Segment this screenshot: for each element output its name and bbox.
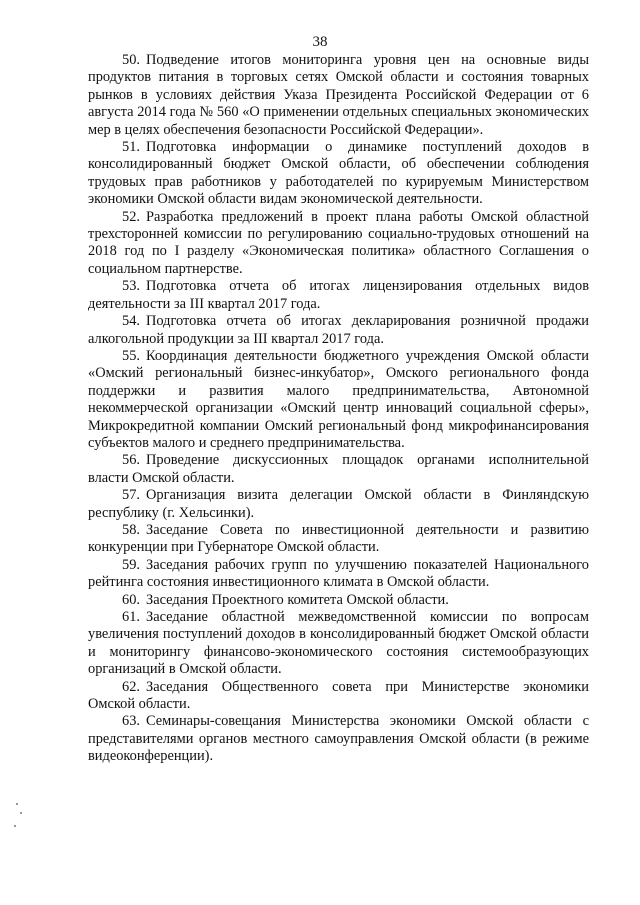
item-text: Заседания Проектного комитета Омской области. xyxy=(146,591,449,608)
scan-speck xyxy=(16,803,18,805)
item-number: 60. xyxy=(122,591,140,608)
list-item-50 xyxy=(88,52,589,139)
item-number: 56. xyxy=(122,452,140,469)
list-item-60 xyxy=(88,592,589,609)
item-number: 53. xyxy=(122,278,140,295)
list-item-54 xyxy=(88,313,589,348)
list-item-55 xyxy=(88,348,589,452)
item-text: Проведение дискуссионных площадок органами исполнительной власти Омской области. xyxy=(88,452,589,486)
item-number: 58. xyxy=(122,521,140,538)
list-item-53 xyxy=(88,278,589,313)
item-number: 52. xyxy=(122,208,140,225)
item-text: Разработка предложений в проект плана работы Омской областной трехсторонней комиссии по регулированию социально-трудовых отношений на 2018 год по I разделу «Экономическая политика» областного Соглашения о социальном партнерстве. xyxy=(88,208,589,277)
item-number: 50. xyxy=(122,52,140,68)
list-item-56 xyxy=(88,452,589,487)
item-number: 61. xyxy=(122,609,140,625)
item-text: Координация деятельности бюджетного учреждения Омской области «Омский региональный бизнес-инкубатор», Омского регионального фонда поддержки и развития малого предпринимательства, Автономной некоммерческой организации «Омский центр инноваций социальной сферы», Микрокредитной компании Омский региональный фонд микрофинансирования субъектов малого и среднего предпринимательства. xyxy=(88,347,589,451)
item-number: 62. xyxy=(122,678,140,695)
item-text: Заседание Совета по инвестиционной деятельности и развитию конкуренции при Губернаторе Омской области. xyxy=(88,521,589,556)
item-number: 57. xyxy=(122,487,140,504)
scan-speck xyxy=(20,812,22,814)
item-number: 51. xyxy=(122,139,140,156)
list-item-59 xyxy=(88,557,589,592)
list-item-52 xyxy=(88,209,589,279)
item-text: Заседания рабочих групп по улучшению показателей Национального рейтинга состояния инвестиционного климата в Омской области. xyxy=(88,556,589,591)
item-number: 63. xyxy=(122,713,140,730)
list-item-58 xyxy=(88,522,589,557)
list-item-57 xyxy=(88,487,589,522)
item-text: Подведение итогов мониторинга уровня цен на основные виды продуктов питания в торговых сетях Омской области и состояния товарных рынков в условиях действия Указа Президента Российской Федерации от 6 августа 2014 года № 560 «О применении отдельных специальных экономических мер в целях обеспечения безопасности Российской Федерации». xyxy=(88,52,589,138)
item-text: Подготовка информации о динамике поступлений доходов в консолидированный бюджет Омской области, об обеспечении соблюдения трудовых прав работников у работодателей по курируемым Министерством экономики Омской области видам экономической деятельности. xyxy=(88,139,589,208)
item-number: 54. xyxy=(122,313,140,330)
list-item-62 xyxy=(88,679,589,714)
document-body xyxy=(88,52,589,766)
page-number: 38 xyxy=(312,34,328,50)
item-text: Организация визита делегации Омской области в Финляндскую республику (г. Хельсинки). xyxy=(88,487,589,521)
item-text: Семинары-совещания Министерства экономики Омской области с представителями органов местного самоуправления Омской области (в режиме видеоконференции). xyxy=(88,713,589,765)
item-text: Подготовка отчета об итогах лицензирования отдельных видов деятельности за III квартал 2017 года. xyxy=(88,278,589,312)
list-item-61 xyxy=(88,609,589,679)
item-text: Подготовка отчета об итогах декларирования розничной продажи алкогольной продукции за III квартал 2017 года. xyxy=(88,313,589,347)
item-number: 59. xyxy=(122,556,140,573)
item-number: 55. xyxy=(122,347,140,364)
item-text: Заседания Общественного совета при Министерстве экономики Омской области. xyxy=(88,678,589,713)
scan-speck xyxy=(14,825,16,827)
list-item-51 xyxy=(88,139,589,209)
list-item-63 xyxy=(88,713,589,765)
item-text: Заседание областной межведомственной комиссии по вопросам увеличения поступлений доходов в консолидированный бюджет Омской области и мониторингу финансово-экономического состояния системообразующих организаций в Омской области. xyxy=(88,609,589,678)
